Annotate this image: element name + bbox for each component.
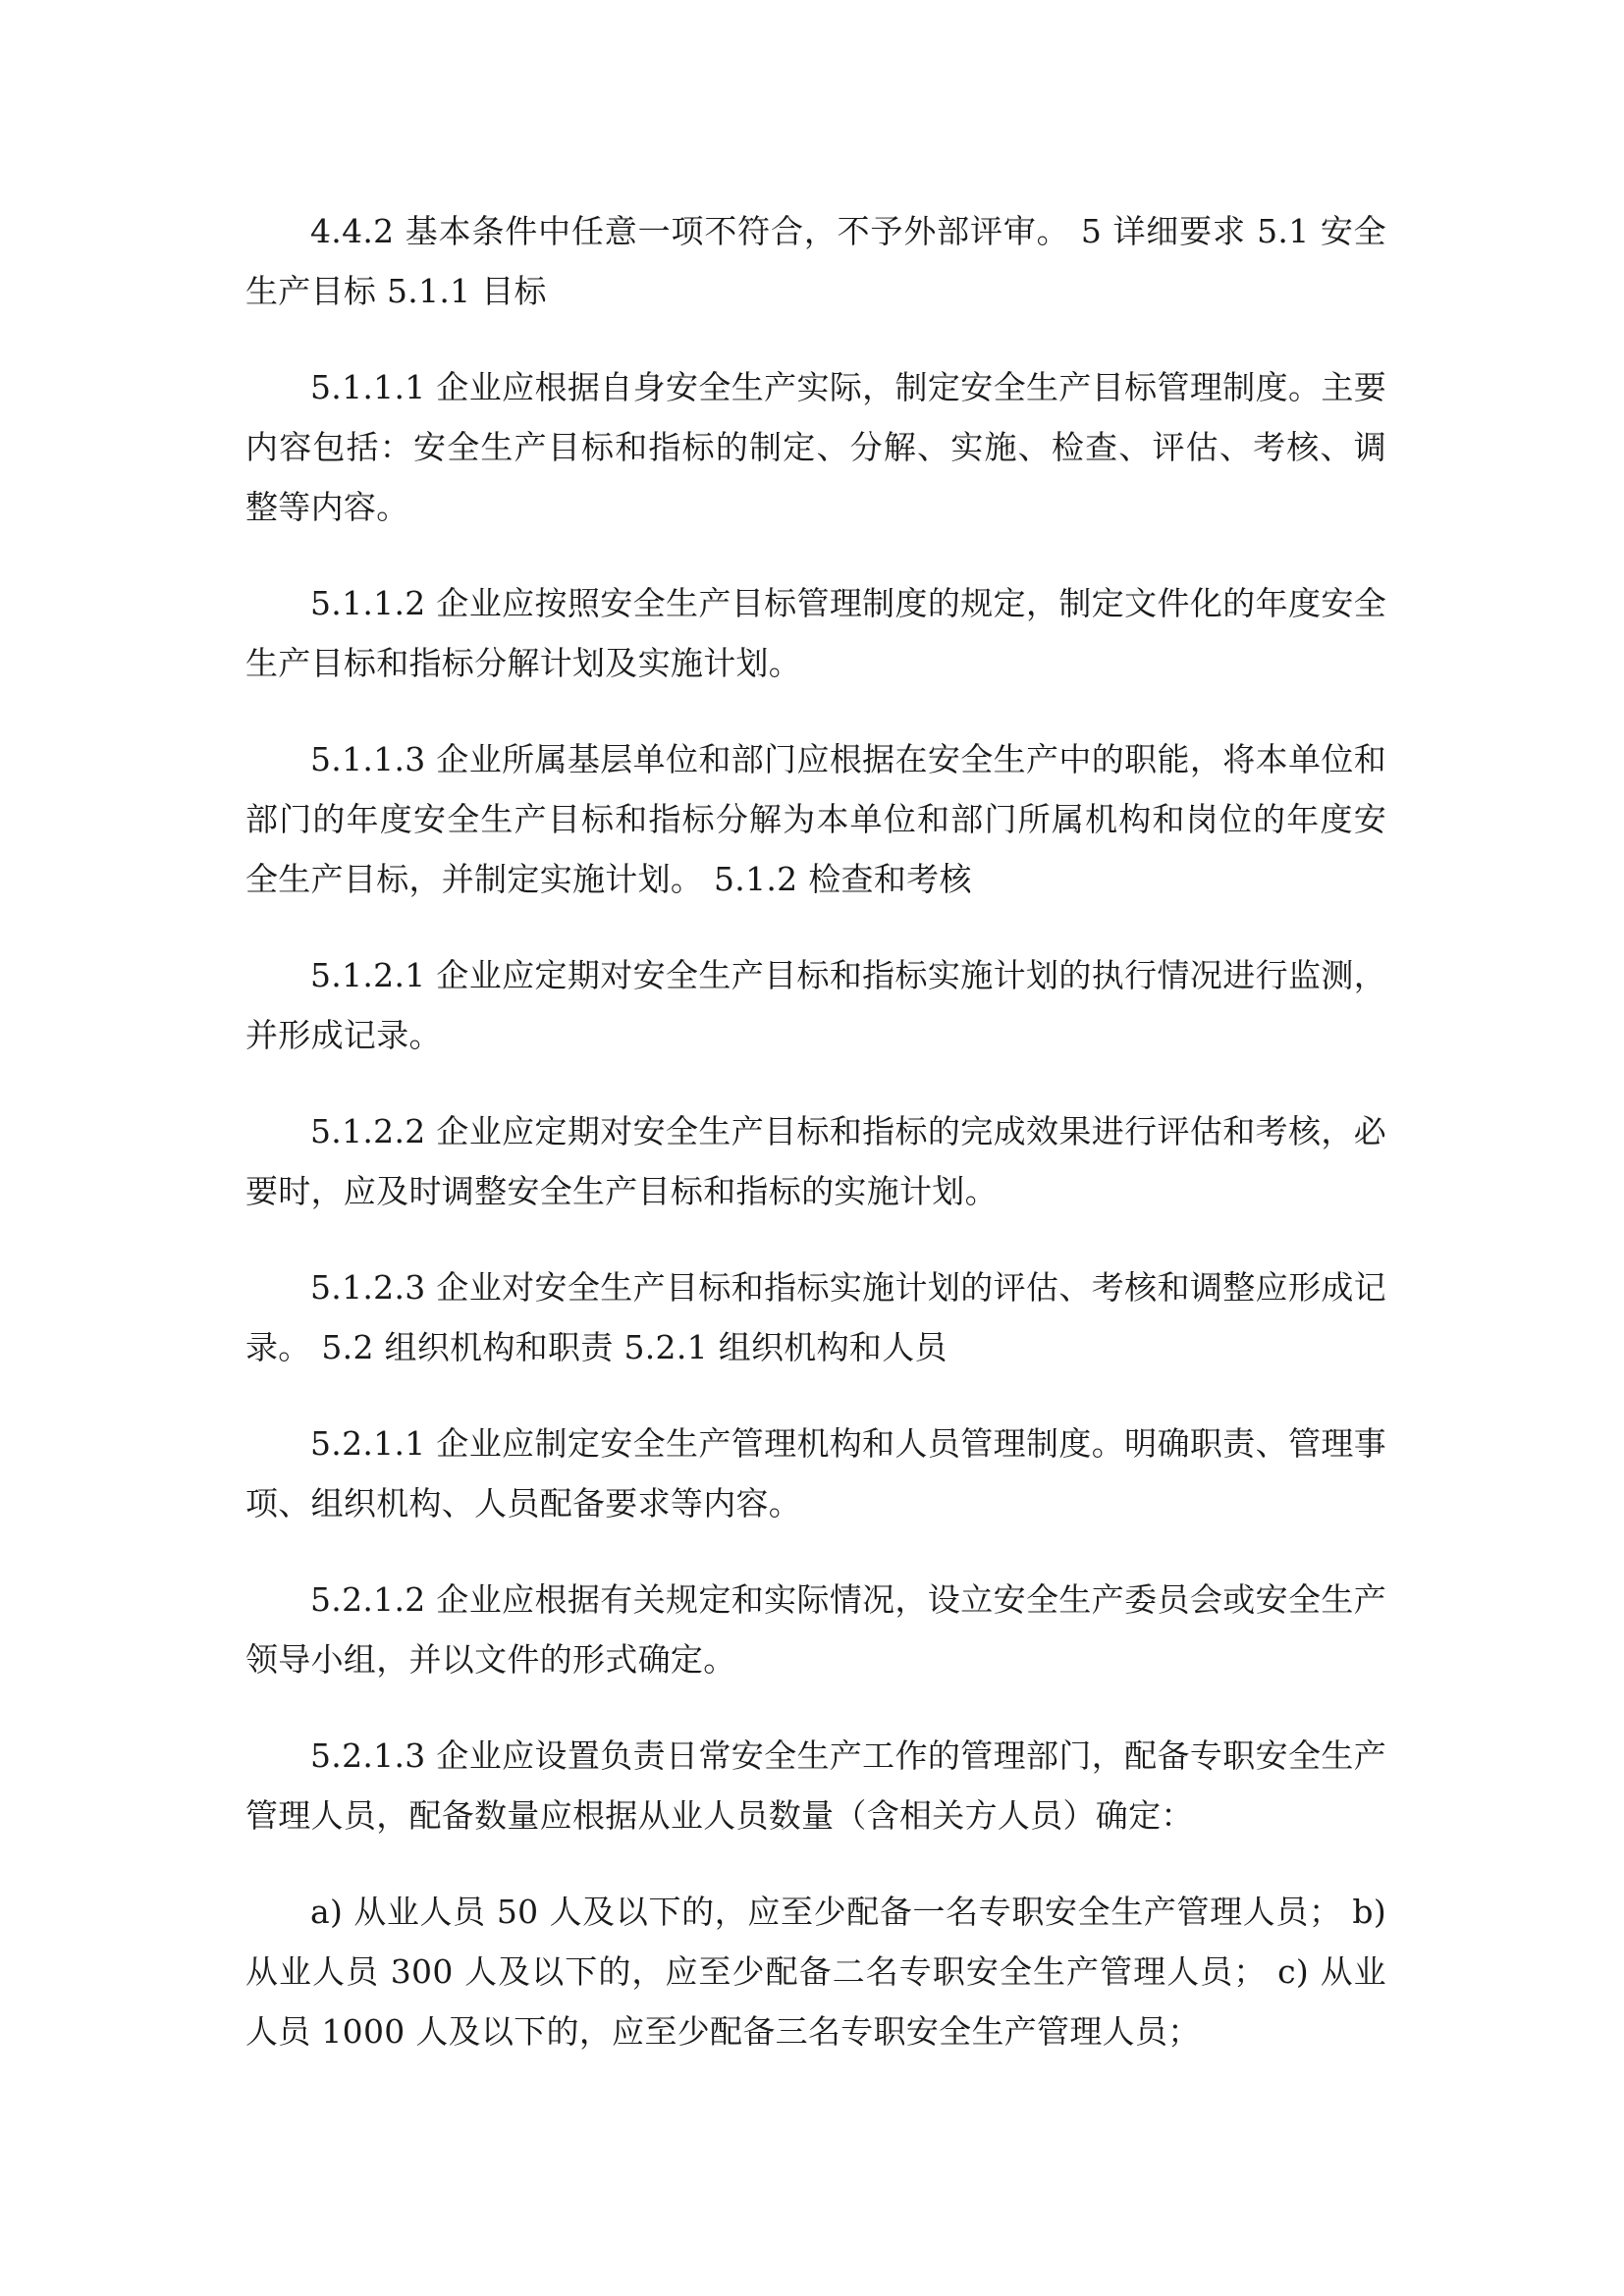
paragraph-5-2-1-2: 5.2.1.2 企业应根据有关规定和实际情况，设立安全生产委员会或安全生产领导小组，并以文件的形式确定。 — [245, 1580, 1386, 1679]
paragraph-5-1-1-2: 5.1.1.2 企业应按照安全生产目标管理制度的规定，制定文件化的年度安全生产目标和指标分解计划及实施计划。 — [245, 584, 1386, 682]
document-body — [245, 201, 1386, 2098]
paragraph-5-1-2-1: 5.1.2.1 企业应定期对安全生产目标和指标实施计划的执行情况进行监测，并形成记录。 — [245, 956, 1386, 1054]
paragraph-5-1-1-1: 5.1.1.1 企业应根据自身安全生产实际，制定安全生产目标管理制度。主要内容包括：安全生产目标和指标的制定、分解、实施、检查、评估、考核、调整等内容。 — [245, 368, 1386, 526]
paragraph-5-2-1-1: 5.2.1.1 企业应制定安全生产管理机构和人员管理制度。明确职责、管理事项、组织机构、人员配备要求等内容。 — [245, 1424, 1386, 1522]
paragraph-5-2-1-3: 5.2.1.3 企业应设置负责日常安全生产工作的管理部门，配备专职安全生产管理人员，配备数量应根据从业人员数量（含相关方人员）确定： — [245, 1736, 1386, 1835]
paragraph-5-1-2-3: 5.1.2.3 企业对安全生产目标和指标实施计划的评估、考核和调整应形成记录。 5.2 组织机构和职责 5.2.1 组织机构和人员 — [245, 1268, 1386, 1366]
paragraph-5-1-1-3: 5.1.1.3 企业所属基层单位和部门应根据在安全生产中的职能，将本单位和部门的年度安全生产目标和指标分解为本单位和部门所属机构和岗位的年度安全生产目标，并制定实施计划。 5.1.2 检查和考核 — [245, 740, 1386, 898]
paragraph-4-4-2: 4.4.2 基本条件中任意一项不符合，不予外部评审。 5 详细要求 5.1 安全生产目标 5.1.1 目标 — [245, 212, 1386, 310]
paragraph-5-1-2-2: 5.1.2.2 企业应定期对安全生产目标和指标的完成效果进行评估和考核，必要时，应及时调整安全生产目标和指标的实施计划。 — [245, 1112, 1386, 1210]
paragraph-staffing-list: a) 从业人员 50 人及以下的，应至少配备一名专职安全生产管理人员； b) 从业人员 300 人及以下的，应至少配备二名专职安全生产管理人员； c) 从业人员 1000 人及以下的，应至少配备三名专职安全生产管理人员； — [245, 1893, 1386, 2051]
